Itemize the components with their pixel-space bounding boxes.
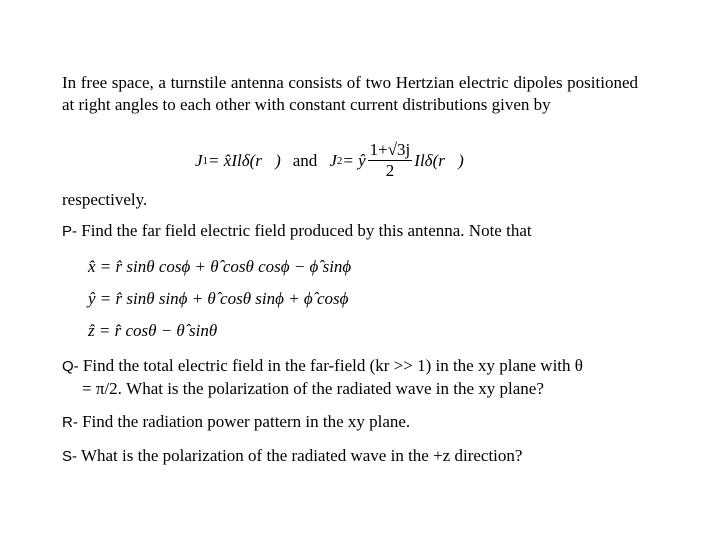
j1-subscript: 1	[202, 154, 209, 167]
intro-paragraph: In free space, a turnstile antenna consists of two Hertzian electric dipoles positioned at right angles to each other with constant current distributions given by	[62, 73, 638, 114]
j2-symbol: J	[329, 150, 337, 170]
question-q-text-1: Find the total electric field in the far-field (kr >> 1) in the xy plane with θ	[78, 356, 583, 375]
j1-expression: = x̂Ilδ(r⃗)	[208, 150, 281, 170]
fraction-denominator: 2	[385, 161, 395, 180]
question-q	[62, 355, 652, 400]
j2-equals: = ŷ	[342, 150, 366, 170]
question-q-label: Q-	[62, 358, 79, 375]
identity-x: x̂ = r̂ sinθ cosϕ + θ̂ cosθ cosϕ − ϕ̂ sinϕ	[88, 257, 352, 276]
question-r-label: R-	[62, 414, 78, 431]
identity-y: ŷ = r̂ sinθ sinϕ + θ̂ cosθ sinϕ + ϕ̂ cosϕ	[88, 289, 349, 308]
question-p	[62, 220, 652, 243]
fraction-numerator: 1+√3j	[369, 140, 411, 159]
question-p-text: Find the far field electric field produced by this antenna. Note that	[77, 221, 532, 240]
question-r-text: Find the radiation power pattern in the xy plane.	[77, 412, 411, 431]
j2-tail: Ilδ(r⃗)	[414, 150, 464, 170]
question-s-text: What is the polarization of the radiated wave in the +z direction?	[77, 446, 523, 465]
question-q-text-2: = π/2. What is the polarization of the radiated wave in the xy plane?	[82, 379, 544, 398]
j2-subscript: 2	[336, 154, 343, 167]
identity-z: ẑ = r̂ cosθ − θ̂ sinθ	[88, 321, 218, 340]
question-p-label: P-	[62, 223, 77, 240]
respectively-text: respectively.	[62, 190, 148, 209]
and-word: and	[292, 150, 318, 170]
current-distribution-equation	[195, 140, 464, 181]
question-s	[62, 445, 652, 468]
fraction	[368, 140, 413, 181]
j1-symbol: J	[195, 150, 203, 170]
question-r	[62, 411, 652, 434]
question-s-label: S-	[62, 448, 77, 465]
